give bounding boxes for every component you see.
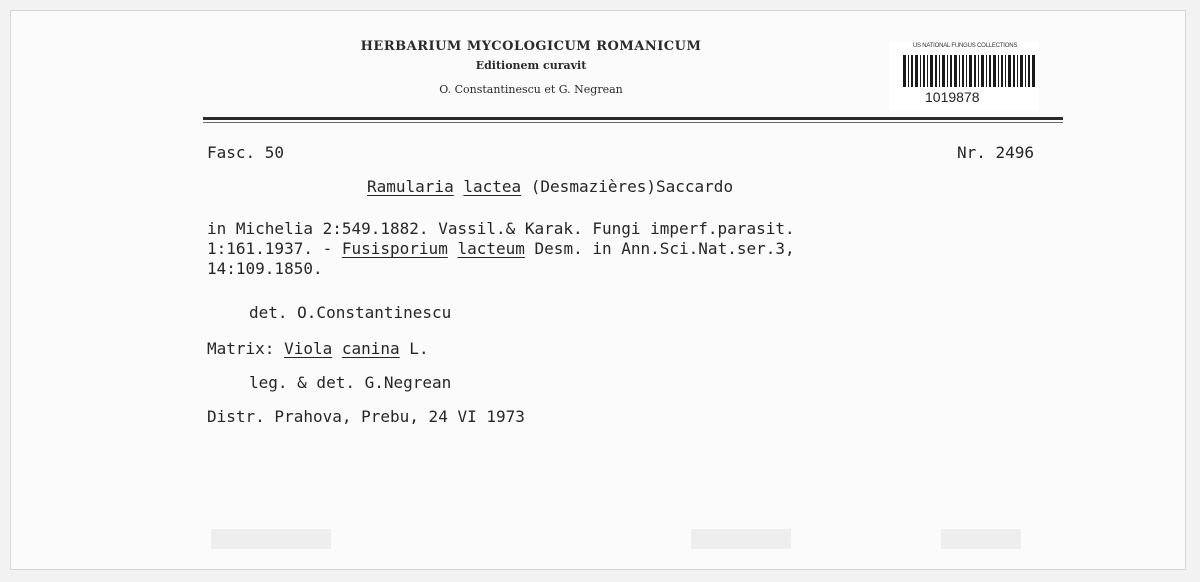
species-epithet: lactea — [463, 177, 522, 196]
herbarium-title: HERBARIUM MYCOLOGICUM ROMANICUM — [360, 39, 702, 54]
matrix-line — [207, 339, 429, 359]
barcode-caption: US NATIONAL FUNGUS COLLECTIONS — [912, 43, 1018, 49]
host-genus: Viola — [284, 339, 333, 358]
species-name — [367, 177, 733, 197]
reference-line-1: in Michelia 2:549.1882. Vassil.& Karak. Fungi imperf.parasit. — [207, 219, 795, 238]
collector: leg. & det. G.Negrean — [249, 373, 452, 392]
synonym-epithet: lacteum — [457, 239, 525, 258]
host-epithet: canina — [341, 339, 400, 358]
barcode-icon — [903, 55, 1037, 87]
species-author: (Desmazières)Saccardo — [530, 177, 734, 196]
herbarium-subtitle: Editionem curavit — [475, 59, 587, 72]
faint-mark — [941, 529, 1021, 549]
barcode-sticker — [889, 41, 1039, 111]
faint-mark — [691, 529, 791, 549]
reference-line-2-start: 1:161.1937. - — [207, 239, 342, 258]
host-author: L. — [399, 339, 429, 358]
species-genus: Ramularia — [367, 177, 454, 196]
fascicle-number: Fasc. 50 — [207, 143, 285, 162]
reference-line-2-end: Desm. in Ann.Sci.Nat.ser.3, — [524, 239, 795, 258]
reference-line-2 — [207, 239, 795, 259]
specimen-number: Nr. 2496 — [957, 143, 1035, 162]
header-divider-thin — [203, 122, 1063, 123]
header-divider — [203, 117, 1063, 120]
faint-mark — [211, 529, 331, 549]
locality: Distr. Prahova, Prebu, 24 VI 1973 — [207, 407, 525, 426]
barcode-number: 1019878 — [925, 89, 980, 105]
reference-line-3: 14:109.1850. — [207, 259, 323, 278]
herbarium-editors: O. Constantinescu et G. Negrean — [439, 83, 623, 96]
matrix-label: Matrix: — [207, 339, 285, 358]
synonym-genus: Fusisporium — [341, 239, 448, 258]
herbarium-label — [10, 10, 1186, 570]
reference-block — [207, 219, 795, 279]
determiner: det. O.Constantinescu — [249, 303, 452, 322]
